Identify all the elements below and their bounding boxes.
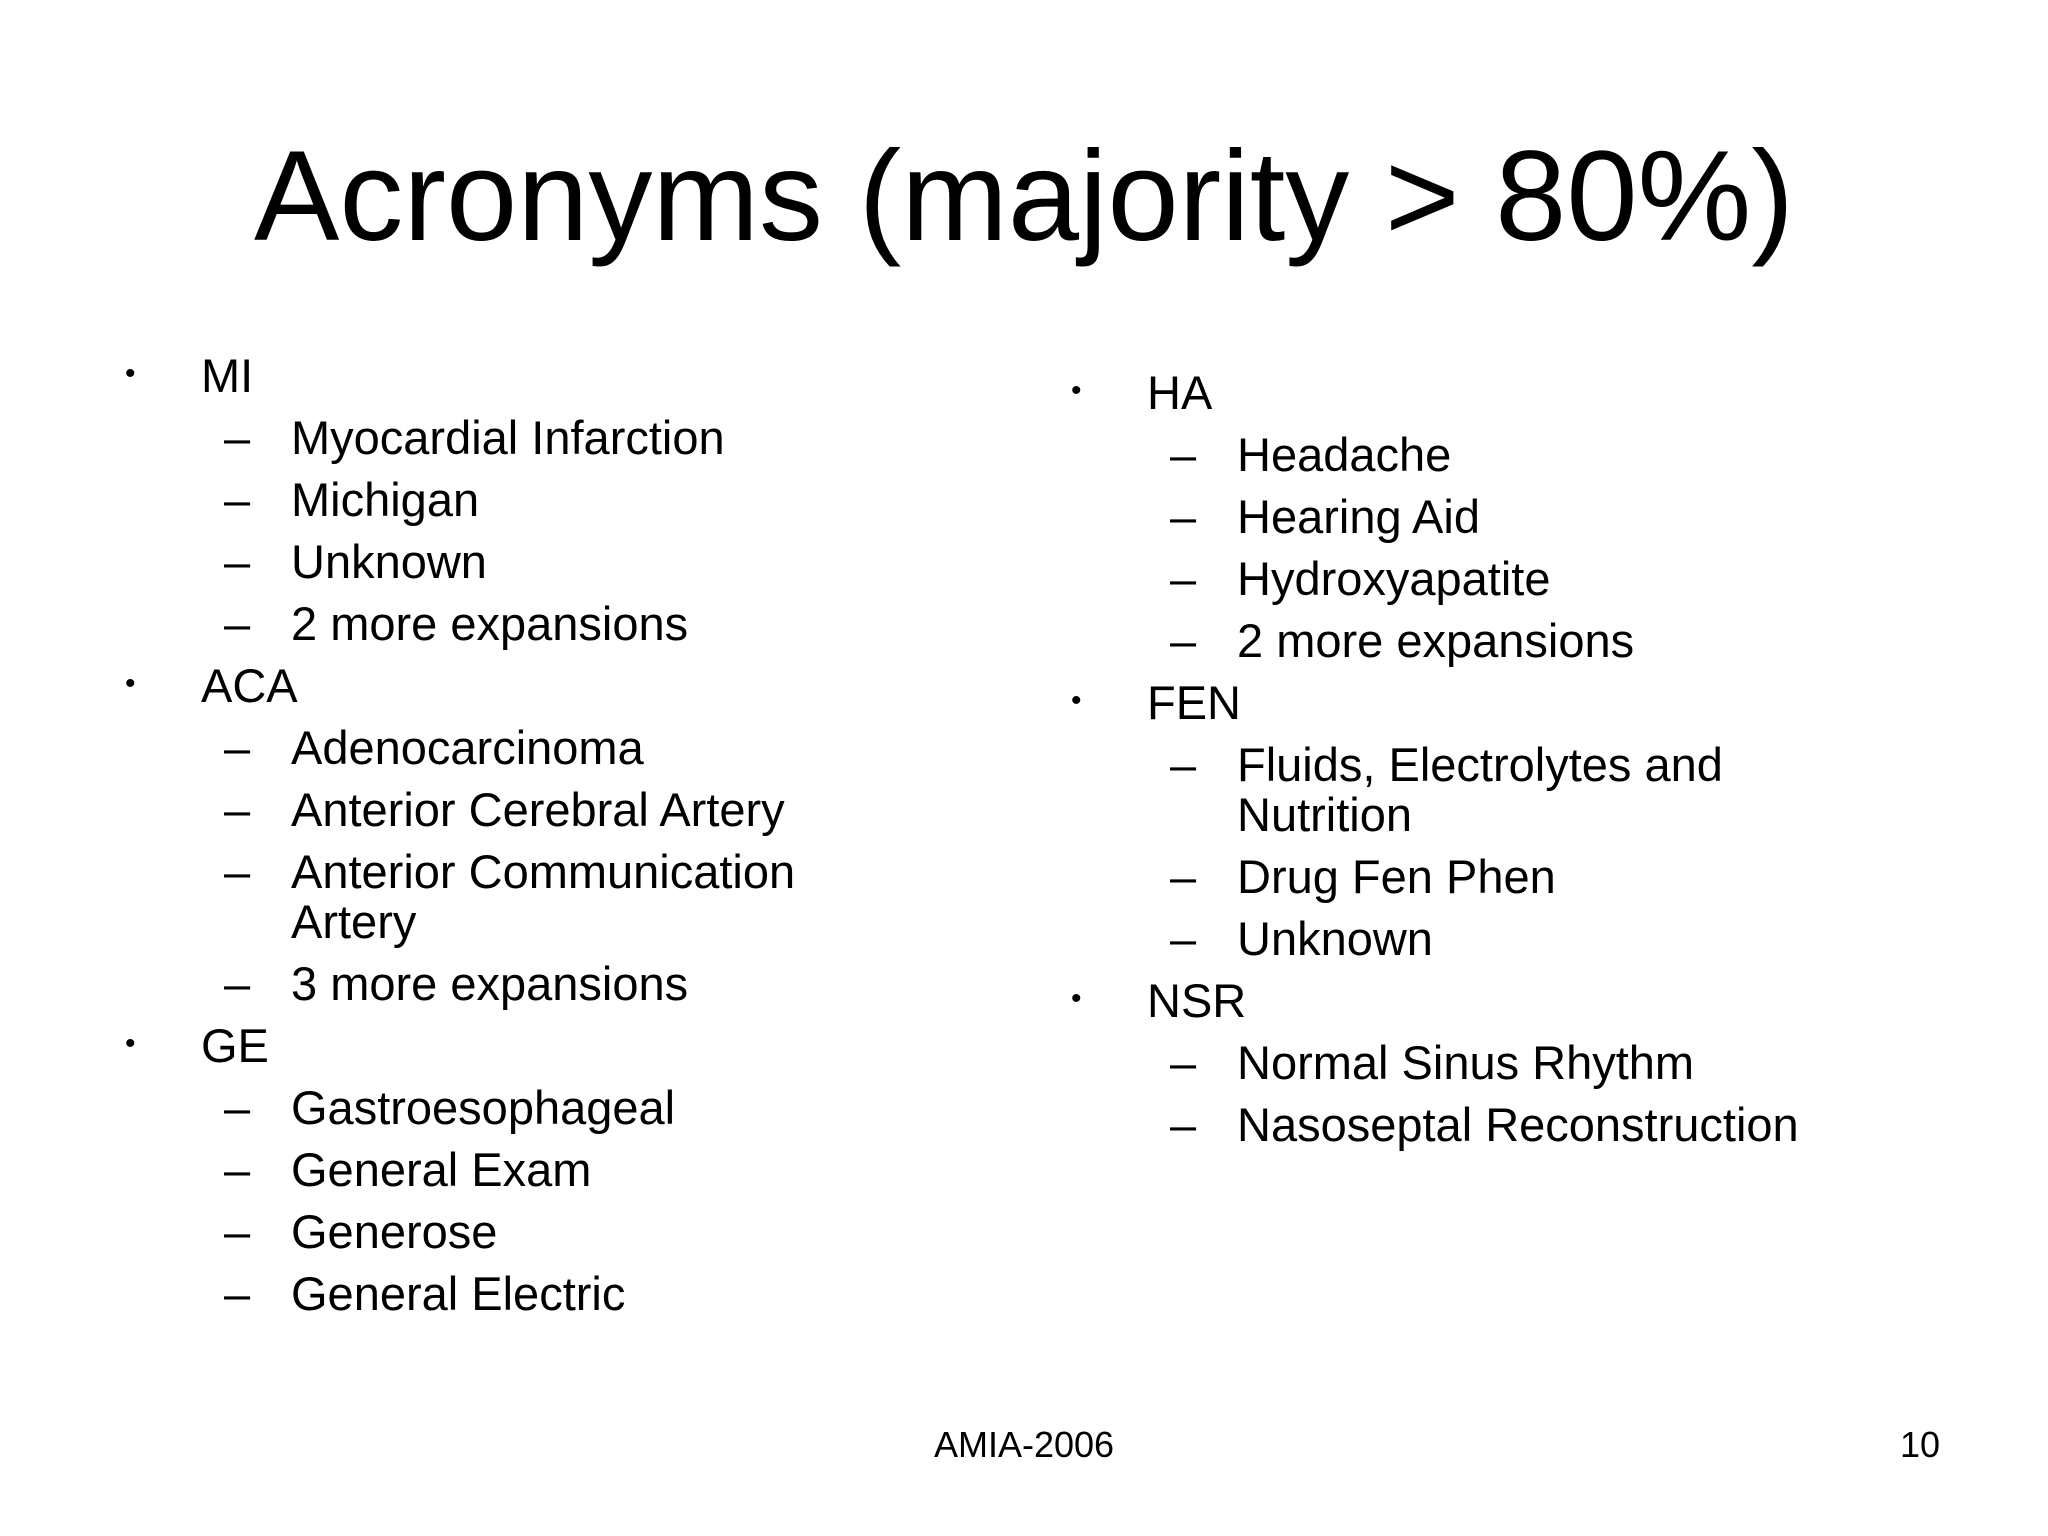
dash-icon: –	[1170, 614, 1197, 667]
expansion-text: Michigan	[291, 473, 480, 526]
dash-icon: –	[1170, 1098, 1197, 1151]
expansion-item	[0, 548, 2048, 610]
footer-conference-label: AMIA-2006	[933, 1424, 1115, 1465]
dash-icon: –	[224, 721, 251, 774]
dash-icon: –	[224, 597, 251, 650]
expansion-item	[0, 486, 2048, 548]
expansion-text: Hearing Aid	[1237, 490, 1480, 543]
right-column-list	[0, 362, 2048, 1156]
slide-title: Acronyms (majority > 80%)	[254, 125, 1794, 268]
expansion-text: Gastroesophageal	[291, 1081, 676, 1134]
expansion-text: Hydroxyapatite	[1237, 552, 1551, 605]
dash-icon: –	[224, 1081, 251, 1134]
expansion-item	[0, 734, 2048, 846]
expansion-text: Drug Fen Phen	[1237, 850, 1556, 903]
dash-icon: –	[224, 1267, 251, 1320]
bullet-item	[0, 970, 2048, 1032]
bullet-icon: •	[1071, 684, 1082, 717]
expansion-item	[0, 610, 2048, 672]
acronym-label: MI	[201, 349, 254, 402]
bullet-icon: •	[125, 667, 136, 700]
bullet-icon: •	[125, 357, 136, 390]
expansion-text: Fluids, Electrolytes and Nutrition	[1237, 738, 1723, 841]
dash-icon: –	[224, 535, 251, 588]
bullet-item	[0, 362, 2048, 424]
expansion-text: Unknown	[1237, 912, 1433, 965]
dash-icon: –	[224, 845, 251, 898]
expansion-item	[0, 846, 2048, 908]
dash-icon: –	[224, 783, 251, 836]
acronym-label: ACA	[201, 659, 298, 712]
expansion-item	[0, 1032, 2048, 1094]
expansion-item	[0, 1094, 2048, 1156]
expansion-text: Myocardial Infarction	[291, 411, 725, 464]
dash-icon: –	[224, 411, 251, 464]
expansion-text: Anterior Communication Artery	[291, 845, 796, 948]
dash-icon: –	[1170, 1036, 1197, 1089]
expansion-text: 2 more expansions	[1237, 614, 1635, 667]
expansion-item	[0, 1201, 1000, 1263]
dash-icon: –	[224, 1205, 251, 1258]
bullet-icon: •	[1071, 374, 1082, 407]
expansion-text: General Exam	[291, 1143, 592, 1196]
dash-icon: –	[224, 473, 251, 526]
expansion-text: Anterior Cerebral Artery	[291, 783, 785, 836]
expansion-text: Generose	[291, 1205, 498, 1258]
dash-icon: –	[224, 1143, 251, 1196]
dash-icon: –	[1170, 738, 1197, 791]
bullet-icon: •	[1071, 982, 1082, 1015]
acronym-label: FEN	[1147, 676, 1241, 729]
expansion-text: General Electric	[291, 1267, 626, 1320]
expansion-text: Adenocarcinoma	[291, 721, 644, 774]
dash-icon: –	[1170, 912, 1197, 965]
expansion-text: Unknown	[291, 535, 487, 588]
expansion-item	[0, 908, 2048, 970]
expansion-list	[0, 734, 2048, 970]
dash-icon: –	[224, 957, 251, 1010]
expansion-text: 2 more expansions	[291, 597, 689, 650]
expansion-text: 3 more expansions	[291, 957, 689, 1010]
dash-icon: –	[1170, 490, 1197, 543]
expansion-text: Headache	[1237, 428, 1452, 481]
bullet-icon: •	[125, 1027, 136, 1060]
dash-icon: –	[1170, 428, 1197, 481]
acronym-label: NSR	[1147, 974, 1247, 1027]
expansion-item	[0, 424, 2048, 486]
acronym-label: HA	[1147, 366, 1213, 419]
dash-icon: –	[1170, 850, 1197, 903]
acronym-label: GE	[201, 1019, 269, 1072]
dash-icon: –	[1170, 552, 1197, 605]
expansion-item	[0, 1263, 1000, 1325]
expansion-text: Normal Sinus Rhythm	[1237, 1036, 1695, 1089]
expansion-list	[0, 1032, 2048, 1156]
expansion-text: Nasoseptal Reconstruction	[1237, 1098, 1799, 1151]
bullet-item	[0, 672, 2048, 734]
expansion-list	[0, 424, 2048, 672]
page-number: 10	[1899, 1424, 1940, 1465]
